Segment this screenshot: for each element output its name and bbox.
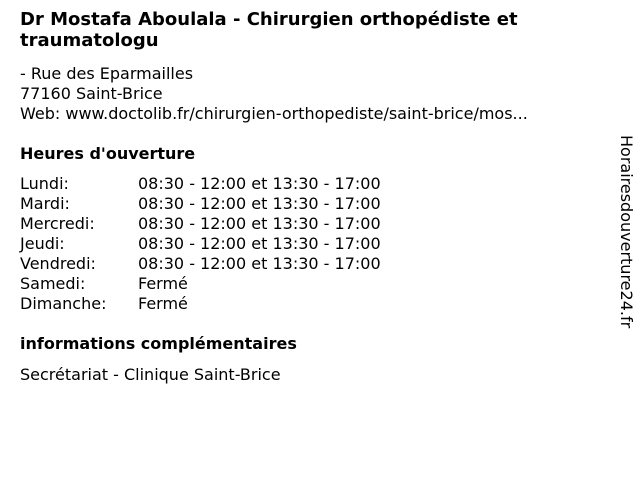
day-hours: Fermé (138, 274, 188, 293)
hours-row-tuesday (20, 194, 381, 214)
website-line: Web: www.doctolib.fr/chirurgien-orthopediste/saint-brice/mos... (20, 104, 528, 123)
hours-row-thursday (20, 234, 381, 254)
day-label: Dimanche: (20, 294, 107, 313)
hours-row-monday (20, 174, 381, 194)
additional-info-heading: informations complémentaires (20, 334, 297, 353)
opening-hours-heading: Heures d'ouverture (20, 144, 196, 163)
hours-row-wednesday (20, 214, 381, 234)
day-hours: 08:30 - 12:00 et 13:30 - 17:00 (138, 174, 381, 193)
day-label: Samedi: (20, 274, 86, 293)
hours-row-saturday (20, 274, 381, 294)
day-label: Jeudi: (20, 234, 65, 253)
day-label: Vendredi: (20, 254, 96, 273)
day-hours: 08:30 - 12:00 et 13:30 - 17:00 (138, 254, 381, 273)
day-hours: Fermé (138, 294, 188, 313)
site-watermark: Horairesdouverture24.fr (617, 135, 636, 329)
day-label: Lundi: (20, 174, 69, 193)
day-hours: 08:30 - 12:00 et 13:30 - 17:00 (138, 214, 381, 233)
day-hours: 08:30 - 12:00 et 13:30 - 17:00 (138, 194, 381, 213)
address-street: - Rue des Eparmailles (20, 64, 194, 83)
day-label: Mardi: (20, 194, 70, 213)
address-city: 77160 Saint-Brice (20, 84, 163, 103)
page-title: Dr Mostafa Aboulala - Chirurgien orthopédiste et traumatologu (20, 9, 518, 51)
hours-row-friday (20, 254, 381, 274)
additional-info-text: Secrétariat - Clinique Saint-Brice (20, 365, 281, 384)
day-label: Mercredi: (20, 214, 95, 233)
address-block (20, 64, 528, 124)
hours-row-sunday (20, 294, 381, 314)
opening-hours-table (20, 174, 381, 314)
day-hours: 08:30 - 12:00 et 13:30 - 17:00 (138, 234, 381, 253)
